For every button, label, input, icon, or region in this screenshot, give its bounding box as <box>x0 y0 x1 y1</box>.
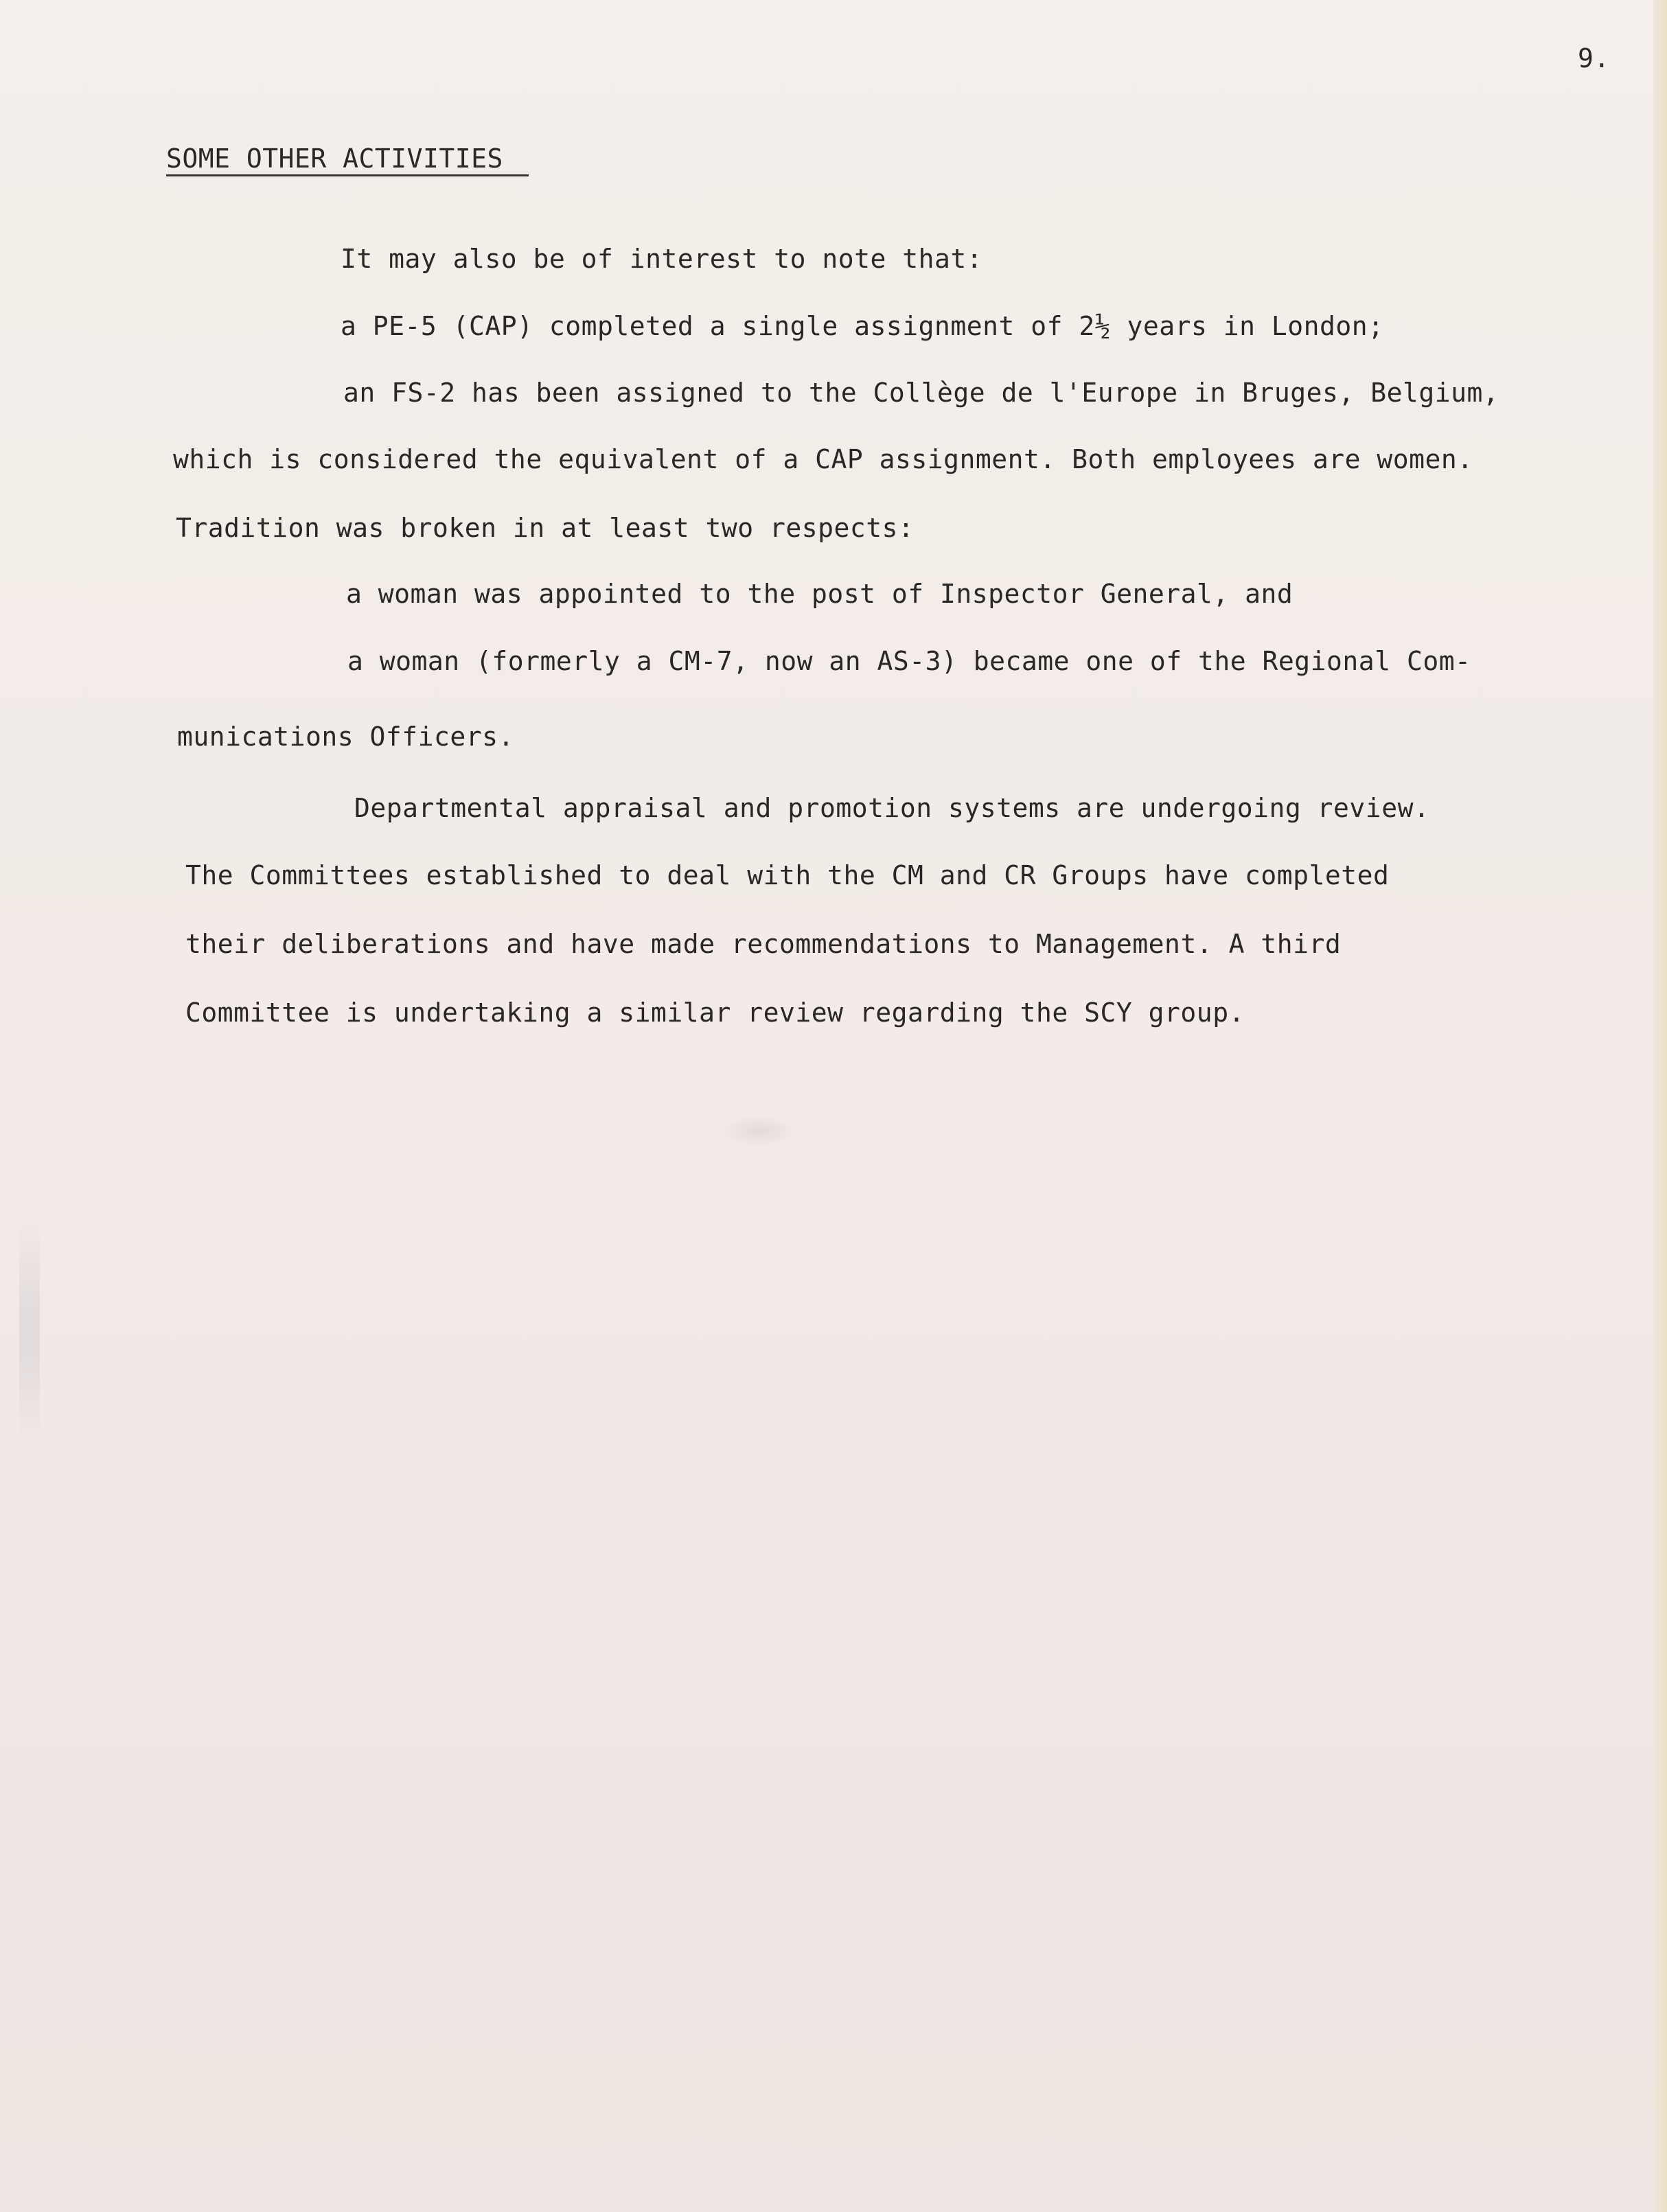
body-line: It may also be of interest to note that: <box>341 244 983 274</box>
body-line: a PE-5 (CAP) completed a single assignment of 2½ years in London; <box>341 311 1384 341</box>
body-line: Committee is undertaking a similar review regarding the SCY group. <box>185 998 1245 1028</box>
page-smudge <box>721 1116 796 1147</box>
body-line: which is considered the equivalent of a CAP assignment. Both employees are women. <box>173 444 1473 474</box>
section-heading: SOME OTHER ACTIVITIES <box>166 143 503 174</box>
page-edge <box>1653 0 1667 2212</box>
body-line: an FS-2 has been assigned to the Collège de l'Europe in Bruges, Belgium, <box>343 378 1499 408</box>
body-line: a woman was appointed to the post of Inspector General, and <box>346 579 1294 609</box>
body-line: their deliberations and have made recommendations to Management. A third <box>185 929 1342 959</box>
body-line: munications Officers. <box>177 722 514 752</box>
margin-bleed-through <box>19 1222 40 1442</box>
body-line: The Committees established to deal with the CM and CR Groups have completed <box>185 860 1390 890</box>
body-line: Departmental appraisal and promotion systems are undergoing review. <box>354 793 1430 823</box>
body-line: Tradition was broken in at least two respects: <box>176 513 915 543</box>
page-number: 9. <box>1578 43 1610 73</box>
heading-underline <box>166 174 529 176</box>
body-line: a woman (formerly a CM-7, now an AS-3) became one of the Regional Com- <box>347 646 1471 676</box>
